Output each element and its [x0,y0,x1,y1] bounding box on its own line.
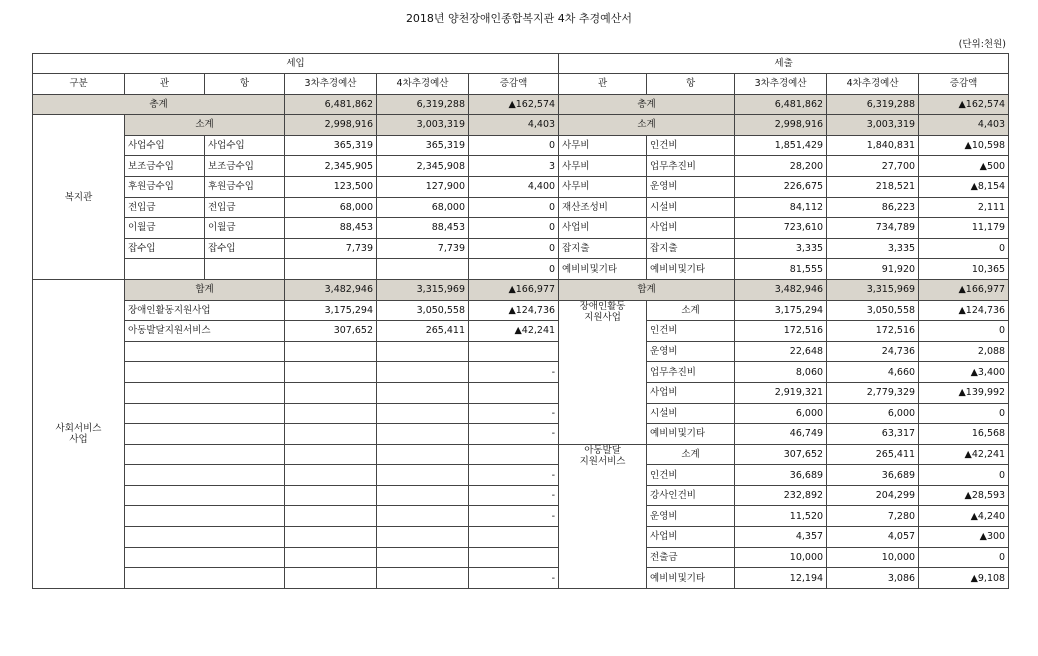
income-gwan-cell [125,424,285,445]
expense-diff-cell: 2,088 [919,341,1009,362]
header-expense-gwan: 관 [559,74,647,95]
header-expense-hang: 항 [647,74,735,95]
expense-budget3-cell: 2,919,321 [735,382,827,403]
expense-gwan-cell: 잡지출 [559,238,647,259]
grand-total-label: 총계 [33,94,285,115]
document-title: 2018년 양천장애인종합복지관 4차 추경예산서 [405,12,633,25]
income-gwan-cell [125,362,285,383]
income-budget3-cell [285,465,377,486]
income-gwan-cell [125,259,205,280]
income-budget4-cell [377,403,469,424]
expense-budget3-cell: 307,652 [735,444,827,465]
income-diff-cell: - [469,465,559,486]
expense-budget4-cell: 172,516 [827,321,919,342]
expense-budget4-cell: 1,840,831 [827,135,919,156]
income-gwan-cell [125,382,285,403]
expense-hang-cell: 사업비 [647,527,735,548]
expense-diff-cell: ▲28,593 [919,485,1009,506]
expense-hang-cell: 인건비 [647,135,735,156]
income-section-header: 세입 [33,54,559,74]
income-diff-cell: - [469,362,559,383]
income-budget3-cell [285,506,377,527]
expense-budget3-cell: 172,516 [735,321,827,342]
income-diff-cell: - [469,506,559,527]
income-gwan-cell [125,403,285,424]
income-gwan-cell: 이월금 [125,218,205,239]
expense-hang-cell: 사업비 [647,382,735,403]
income-gwan-cell [125,547,285,568]
expense-gwan-cell: 예비비및기타 [559,259,647,280]
expense-budget3-cell: 84,112 [735,197,827,218]
expense-group-label: 아동발달 지원서비스 [559,444,647,588]
expense-budget4-cell: 91,920 [827,259,919,280]
grand-total-income-budget3: 6,481,862 [285,94,377,115]
income-budget4-cell [377,568,469,589]
table-row [33,362,1009,383]
expense-hang-cell: 시설비 [647,197,735,218]
expense-diff-cell: ▲500 [919,156,1009,177]
table-row [33,135,1009,156]
income-diff-cell: 0 [469,135,559,156]
expense-diff-cell: 0 [919,547,1009,568]
income-budget3-cell [285,259,377,280]
grand-total-expense-label: 총계 [559,94,735,115]
expense-budget3-cell: 6,000 [735,403,827,424]
expense-hang-cell: 인건비 [647,321,735,342]
social-sum-expense-label: 합계 [559,279,735,300]
income-hang-cell: 후원금수입 [205,176,285,197]
expense-budget4-cell: 734,789 [827,218,919,239]
expense-diff-cell: 0 [919,403,1009,424]
income-diff-cell: 4,400 [469,176,559,197]
income-hang-cell [205,259,285,280]
table-row [33,321,1009,342]
expense-diff-cell: ▲10,598 [919,135,1009,156]
expense-hang-cell: 시설비 [647,403,735,424]
income-budget4-cell [377,382,469,403]
table-row [33,485,1009,506]
income-budget3-cell [285,341,377,362]
welfare-subtotal-income-budget3: 2,998,916 [285,115,377,136]
income-diff-cell: 0 [469,218,559,239]
table-row [33,341,1009,362]
income-diff-cell: - [469,568,559,589]
expense-hang-cell: 업무추진비 [647,362,735,383]
income-budget3-cell [285,527,377,548]
income-diff-cell [469,382,559,403]
expense-budget3-cell: 12,194 [735,568,827,589]
welfare-subtotal-expense-budget3: 2,998,916 [735,115,827,136]
expense-budget4-cell: 3,086 [827,568,919,589]
income-diff-cell: 0 [469,259,559,280]
expense-hang-cell: 업무추진비 [647,156,735,177]
income-budget3-cell [285,444,377,465]
table-row [33,568,1009,589]
expense-diff-cell: 0 [919,321,1009,342]
expense-hang-cell: 인건비 [647,465,735,486]
expense-hang-cell: 예비비및기타 [647,568,735,589]
grand-total-row [33,94,1009,115]
income-budget3-cell: 2,345,905 [285,156,377,177]
expense-budget3-cell: 3,175,294 [735,300,827,321]
income-hang-cell: 사업수입 [205,135,285,156]
table-row [33,444,1009,465]
expense-budget4-cell: 2,779,329 [827,382,919,403]
column-header-row [33,74,1009,95]
income-hang-cell: 이월금 [205,218,285,239]
expense-gwan-cell: 사무비 [559,135,647,156]
income-budget4-cell: 88,453 [377,218,469,239]
grand-total-expense-budget3: 6,481,862 [735,94,827,115]
social-sum-expense-budget4: 3,315,969 [827,279,919,300]
income-budget4-cell: 127,900 [377,176,469,197]
expense-budget4-cell: 265,411 [827,444,919,465]
income-budget4-cell [377,465,469,486]
grand-total-expense-diff: ▲162,574 [919,94,1009,115]
income-gwan-cell [125,444,285,465]
income-budget4-cell: 2,345,908 [377,156,469,177]
expense-budget4-cell: 10,000 [827,547,919,568]
expense-diff-cell: 0 [919,238,1009,259]
expense-diff-cell: ▲8,154 [919,176,1009,197]
income-diff-cell: 3 [469,156,559,177]
income-budget4-cell [377,362,469,383]
expense-budget4-cell: 27,700 [827,156,919,177]
expense-hang-cell: 강사인건비 [647,485,735,506]
income-budget4-cell: 68,000 [377,197,469,218]
expense-section-header: 세출 [559,54,1009,74]
expense-diff-cell: ▲4,240 [919,506,1009,527]
income-gwan-cell [125,465,285,486]
welfare-section-label: 복지관 [33,115,125,280]
table-row [33,527,1009,548]
expense-gwan-cell: 사업비 [559,218,647,239]
income-budget3-cell: 88,453 [285,218,377,239]
income-budget3-cell [285,403,377,424]
expense-budget4-cell: 3,335 [827,238,919,259]
expense-hang-cell: 예비비및기타 [647,259,735,280]
grand-total-expense-budget4: 6,319,288 [827,94,919,115]
welfare-subtotal-expense-budget4: 3,003,319 [827,115,919,136]
expense-diff-cell: ▲42,241 [919,444,1009,465]
expense-budget3-cell: 46,749 [735,424,827,445]
income-budget3-cell: 68,000 [285,197,377,218]
expense-budget4-cell: 86,223 [827,197,919,218]
unit-label: (단위:천원) [958,39,1006,50]
income-budget4-cell [377,527,469,548]
income-diff-cell: 0 [469,197,559,218]
table-row [33,300,1009,321]
income-hang-cell: 전입금 [205,197,285,218]
income-budget3-cell [285,568,377,589]
income-budget4-cell [377,424,469,445]
expense-diff-cell: ▲139,992 [919,382,1009,403]
expense-budget4-cell: 24,736 [827,341,919,362]
table-row [33,176,1009,197]
table-row [33,382,1009,403]
income-gwan-cell: 장애인활동지원사업 [125,300,285,321]
income-diff-cell [469,341,559,362]
income-diff-cell: ▲124,736 [469,300,559,321]
welfare-subtotal-expense-diff: 4,403 [919,115,1009,136]
social-sum-income-budget3: 3,482,946 [285,279,377,300]
income-budget4-cell [377,259,469,280]
income-budget4-cell: 3,050,558 [377,300,469,321]
income-budget4-cell [377,506,469,527]
grand-total-income-budget4: 6,319,288 [377,94,469,115]
welfare-subtotal-income-budget4: 3,003,319 [377,115,469,136]
income-budget3-cell: 3,175,294 [285,300,377,321]
table-row [33,238,1009,259]
header-income-gwan: 관 [125,74,205,95]
social-sum-income-budget4: 3,315,969 [377,279,469,300]
social-sum-income-diff: ▲166,977 [469,279,559,300]
header-expense-budget3: 3차추경예산 [735,74,827,95]
expense-gwan-cell: 사무비 [559,156,647,177]
table-row [33,424,1009,445]
expense-hang-cell: 운영비 [647,176,735,197]
income-gwan-cell: 아동발달지원서비스 [125,321,285,342]
table-row [33,218,1009,239]
expense-hang-cell: 잡지출 [647,238,735,259]
expense-hang-cell: 운영비 [647,341,735,362]
header-income-diff: 증감액 [469,74,559,95]
income-gwan-cell: 전입금 [125,197,205,218]
table-row [33,259,1009,280]
expense-budget3-cell: 1,851,429 [735,135,827,156]
income-hang-cell: 잡수입 [205,238,285,259]
expense-budget3-cell: 3,335 [735,238,827,259]
expense-budget4-cell: 218,521 [827,176,919,197]
income-gwan-cell [125,527,285,548]
expense-diff-cell: 0 [919,465,1009,486]
expense-hang-cell: 소계 [647,444,735,465]
income-budget3-cell: 123,500 [285,176,377,197]
section-header-row [33,54,1009,74]
expense-budget3-cell: 11,520 [735,506,827,527]
welfare-subtotal-row [33,115,1009,136]
expense-budget4-cell: 7,280 [827,506,919,527]
budget-table [32,53,1009,589]
income-gwan-cell: 사업수입 [125,135,205,156]
expense-group-label: 장애인활동 지원사업 [559,300,647,444]
income-gwan-cell [125,568,285,589]
income-budget4-cell [377,341,469,362]
table-row [33,403,1009,424]
income-budget3-cell: 307,652 [285,321,377,342]
expense-diff-cell: ▲3,400 [919,362,1009,383]
expense-budget3-cell: 4,357 [735,527,827,548]
table-row [33,197,1009,218]
income-budget3-cell: 7,739 [285,238,377,259]
social-sum-row [33,279,1009,300]
expense-hang-cell: 예비비및기타 [647,424,735,445]
table-row [33,465,1009,486]
expense-diff-cell: 2,111 [919,197,1009,218]
expense-budget4-cell: 63,317 [827,424,919,445]
header-income-budget4: 4차추경예산 [377,74,469,95]
welfare-subtotal-expense-label: 소계 [559,115,735,136]
income-diff-cell: - [469,403,559,424]
income-budget3-cell: 365,319 [285,135,377,156]
income-gwan-cell: 보조금수입 [125,156,205,177]
expense-hang-cell: 전출금 [647,547,735,568]
income-gwan-cell [125,485,285,506]
expense-budget3-cell: 226,675 [735,176,827,197]
income-diff-cell: ▲42,241 [469,321,559,342]
expense-hang-cell: 소계 [647,300,735,321]
income-diff-cell [469,527,559,548]
income-budget3-cell [285,547,377,568]
expense-diff-cell: ▲9,108 [919,568,1009,589]
income-diff-cell [469,547,559,568]
expense-hang-cell: 사업비 [647,218,735,239]
income-hang-cell: 보조금수입 [205,156,285,177]
table-row [33,547,1009,568]
income-budget4-cell [377,485,469,506]
expense-budget4-cell: 4,660 [827,362,919,383]
income-budget3-cell [285,382,377,403]
header-income-budget3: 3차추경예산 [285,74,377,95]
expense-budget4-cell: 204,299 [827,485,919,506]
expense-hang-cell: 운영비 [647,506,735,527]
table-row [33,506,1009,527]
income-budget3-cell [285,424,377,445]
header-income-hang: 항 [205,74,285,95]
expense-budget3-cell: 81,555 [735,259,827,280]
income-gwan-cell: 잡수입 [125,238,205,259]
social-sum-expense-diff: ▲166,977 [919,279,1009,300]
income-budget3-cell [285,485,377,506]
income-budget3-cell [285,362,377,383]
income-diff-cell: 0 [469,238,559,259]
expense-diff-cell: ▲300 [919,527,1009,548]
income-diff-cell [469,444,559,465]
social-sum-label: 합계 [125,279,285,300]
income-budget4-cell [377,547,469,568]
expense-budget3-cell: 723,610 [735,218,827,239]
header-expense-budget4: 4차추경예산 [827,74,919,95]
income-gwan-cell [125,341,285,362]
social-section-label: 사회서비스 사업 [33,279,125,588]
expense-diff-cell: 11,179 [919,218,1009,239]
income-budget4-cell [377,444,469,465]
expense-diff-cell: 16,568 [919,424,1009,445]
social-sum-expense-budget3: 3,482,946 [735,279,827,300]
expense-budget4-cell: 3,050,558 [827,300,919,321]
income-budget4-cell: 365,319 [377,135,469,156]
expense-budget3-cell: 10,000 [735,547,827,568]
welfare-subtotal-income-diff: 4,403 [469,115,559,136]
expense-budget4-cell: 4,057 [827,527,919,548]
expense-budget3-cell: 232,892 [735,485,827,506]
income-diff-cell: - [469,485,559,506]
expense-diff-cell: ▲124,736 [919,300,1009,321]
income-budget4-cell: 265,411 [377,321,469,342]
income-gwan-cell [125,506,285,527]
header-expense-diff: 증감액 [919,74,1009,95]
expense-diff-cell: 10,365 [919,259,1009,280]
income-budget4-cell: 7,739 [377,238,469,259]
budget-table-body [33,54,1009,589]
expense-budget3-cell: 28,200 [735,156,827,177]
expense-budget3-cell: 22,648 [735,341,827,362]
expense-gwan-cell: 사무비 [559,176,647,197]
welfare-subtotal-label: 소계 [125,115,285,136]
expense-budget3-cell: 8,060 [735,362,827,383]
income-gwan-cell: 후원금수입 [125,176,205,197]
expense-budget3-cell: 36,689 [735,465,827,486]
expense-budget4-cell: 36,689 [827,465,919,486]
table-row [33,156,1009,177]
grand-total-income-diff: ▲162,574 [469,94,559,115]
income-diff-cell: - [469,424,559,445]
expense-budget4-cell: 6,000 [827,403,919,424]
header-gubun: 구분 [33,74,125,95]
expense-gwan-cell: 재산조성비 [559,197,647,218]
